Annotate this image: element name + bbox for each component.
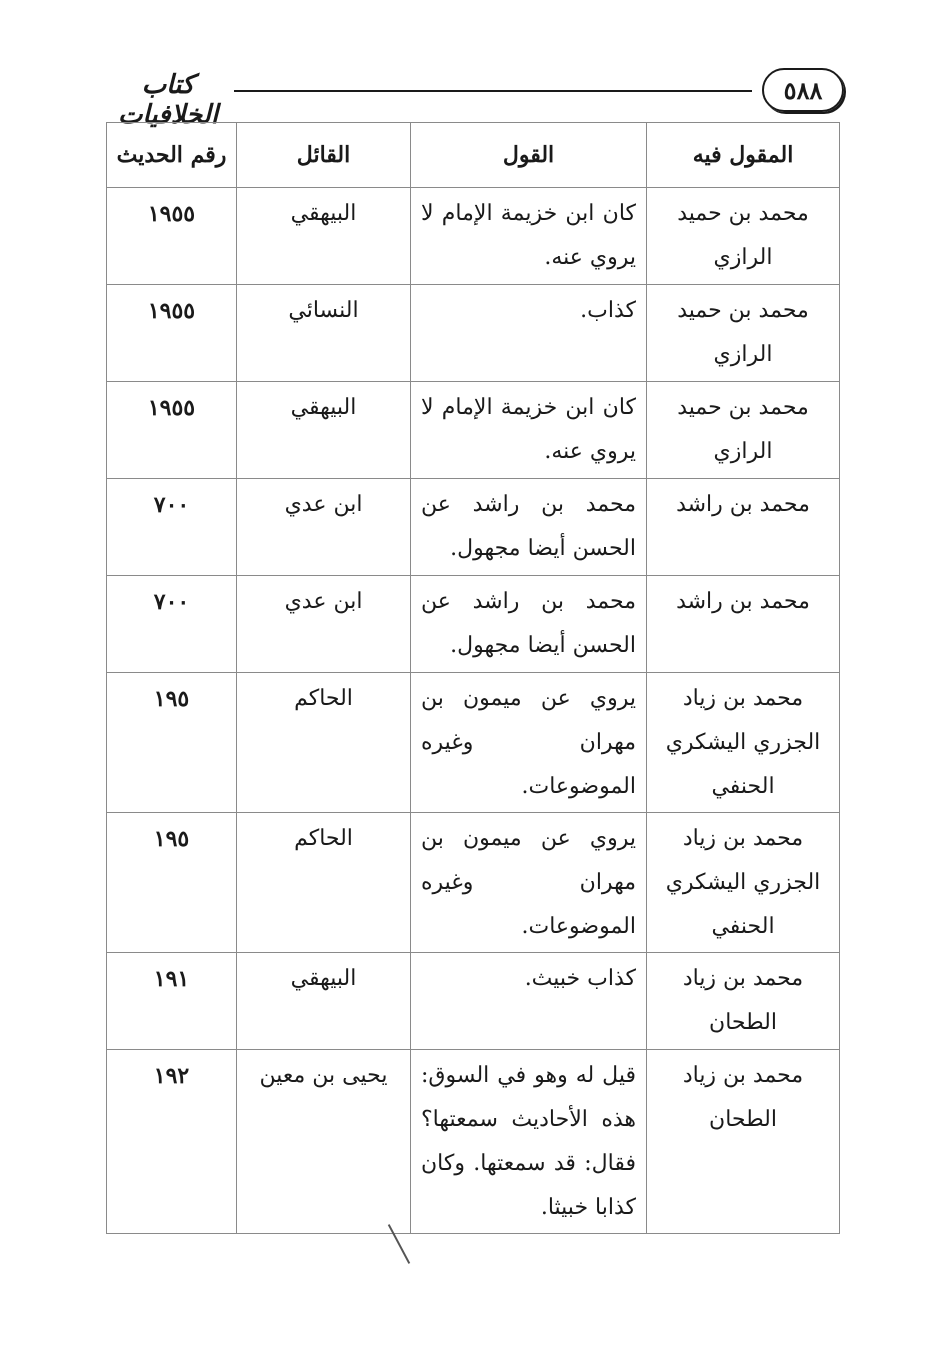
book-title: كتاب الخلافيات [117, 70, 219, 130]
cell-speaker: البيهقي [237, 382, 411, 479]
cell-subject: محمد بن حميد الرازي [647, 382, 840, 479]
table-row [107, 673, 840, 813]
cell-speaker: ابن عدي [237, 576, 411, 673]
cell-subject: محمد بن زياد الجزري اليشكري الحنفي [647, 813, 840, 953]
cell-speaker: الحاكم [237, 813, 411, 953]
cell-saying: كذاب. [411, 285, 647, 382]
cell-hadith-number: ٧٠٠ [107, 479, 237, 576]
header-rule [234, 90, 752, 92]
cell-saying: كان ابن خزيمة الإمام لا يروي عنه. [411, 382, 647, 479]
column-header-hadith-number: رقم الحديث [107, 123, 237, 188]
cell-hadith-number: ٧٠٠ [107, 576, 237, 673]
table-header-row [107, 123, 840, 188]
table-row [107, 953, 840, 1050]
column-header-speaker: القائل [237, 123, 411, 188]
table-row [107, 285, 840, 382]
table-row [107, 813, 840, 953]
page-header [104, 66, 844, 130]
cell-subject: محمد بن راشد [647, 576, 840, 673]
cell-saying: يروي عن ميمون بن مهران وغيره الموضوعات. [411, 813, 647, 953]
cell-subject: محمد بن زياد الجزري اليشكري الحنفي [647, 673, 840, 813]
column-header-subject: المقول فيه [647, 123, 840, 188]
cell-subject: محمد بن حميد الرازي [647, 285, 840, 382]
cell-hadith-number: ١٩١ [107, 953, 237, 1050]
table-row [107, 382, 840, 479]
narrators-table [106, 122, 840, 1234]
cell-subject: محمد بن زياد الطحان [647, 1050, 840, 1234]
cell-speaker: الحاكم [237, 673, 411, 813]
cell-saying: محمد بن راشد عن الحسن أيضا مجهول. [411, 479, 647, 576]
cell-speaker: ابن عدي [237, 479, 411, 576]
cell-speaker: النسائي [237, 285, 411, 382]
cell-hadith-number: ١٩٥ [107, 813, 237, 953]
cell-subject: محمد بن زياد الطحان [647, 953, 840, 1050]
cell-hadith-number: ١٩٥٥ [107, 382, 237, 479]
page-number-badge [762, 68, 844, 112]
cell-subject: محمد بن راشد [647, 479, 840, 576]
column-header-saying: القول [411, 123, 647, 188]
cell-saying: كان ابن خزيمة الإمام لا يروي عنه. [411, 188, 647, 285]
cell-hadith-number: ١٩٥٥ [107, 285, 237, 382]
cell-speaker: البيهقي [237, 953, 411, 1050]
table-row [107, 479, 840, 576]
cell-subject: محمد بن حميد الرازي [647, 188, 840, 285]
cell-saying: محمد بن راشد عن الحسن أيضا مجهول. [411, 576, 647, 673]
table-row [107, 1050, 840, 1234]
cell-speaker: يحيى بن معين [237, 1050, 411, 1234]
cell-hadith-number: ١٩٥٥ [107, 188, 237, 285]
cell-hadith-number: ١٩٥ [107, 673, 237, 813]
cell-saying: كذاب خبيث. [411, 953, 647, 1050]
cell-speaker: البيهقي [237, 188, 411, 285]
cell-hadith-number: ١٩٢ [107, 1050, 237, 1234]
cell-saying: يروي عن ميمون بن مهران وغيره الموضوعات. [411, 673, 647, 813]
table-row [107, 188, 840, 285]
table-row [107, 576, 840, 673]
page-number: ٥٨٨ [783, 75, 823, 105]
cell-saying: قيل له وهو في السوق: هذه الأحاديث سمعتها؟ فقال: قد سمعتها. وكان كذابا خبيثا. [411, 1050, 647, 1234]
